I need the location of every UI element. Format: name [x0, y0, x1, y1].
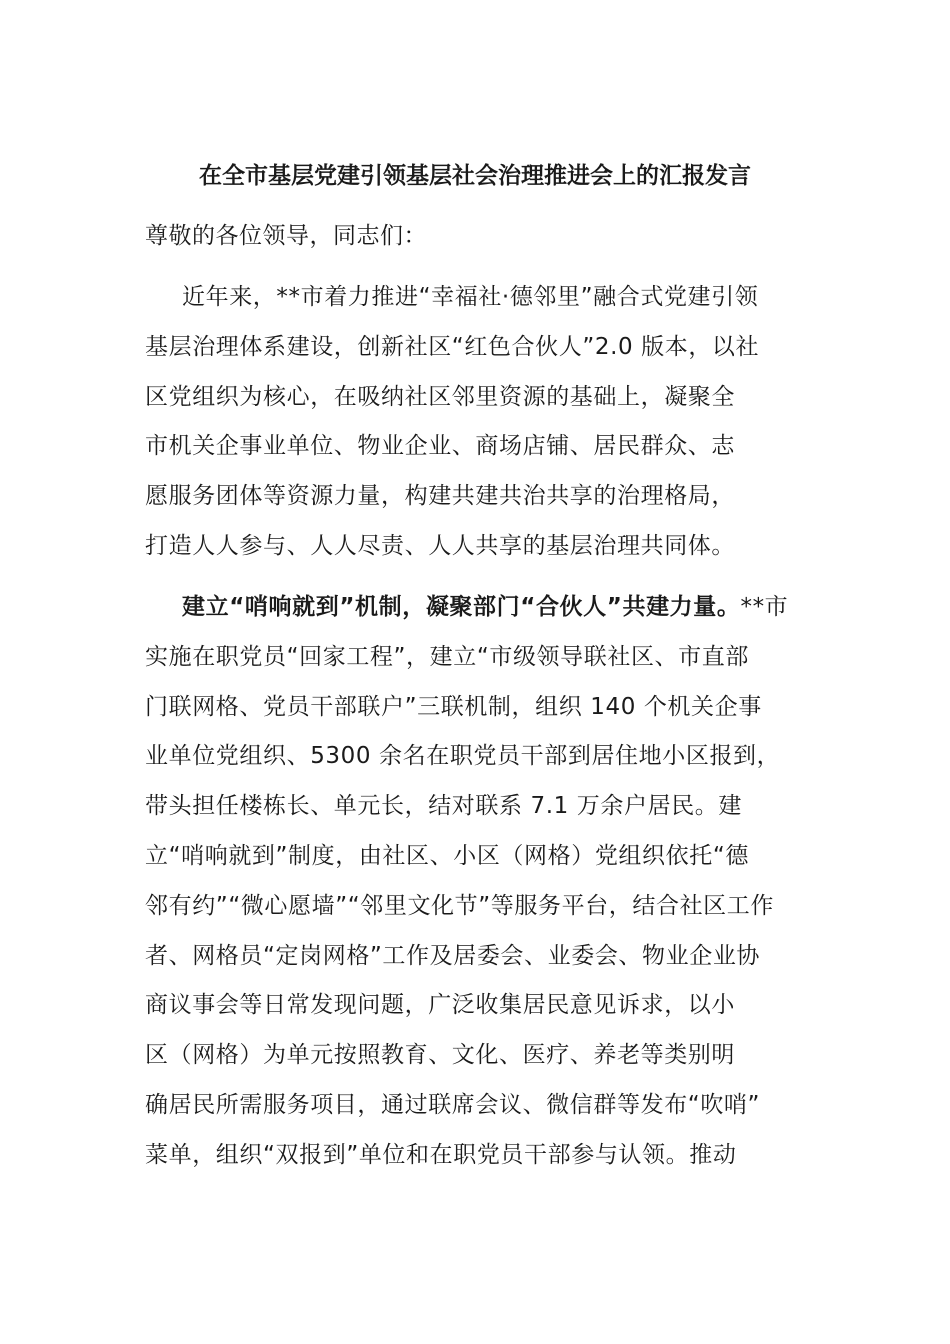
paragraph-line: 区（网格）为单元按照教育、文化、医疗、养老等类别明 — [145, 1042, 735, 1069]
paragraph-line: 业单位党组织、5300 余名在职党员干部到居住地小区报到， — [145, 743, 781, 770]
document-title: 在全市基层党建引领基层社会治理推进会上的汇报发言 — [199, 163, 751, 189]
paragraph-line: 市机关企事业单位、物业企业、商场店铺、居民群众、志 — [145, 433, 735, 460]
paragraph-line: 区党组织为核心，在吸纳社区邻里资源的基础上，凝聚全 — [145, 383, 735, 410]
section-heading: 建立“哨响就到”机制，凝聚部门“合伙人”共建力量。 — [182, 594, 741, 620]
paragraph-line: 基层治理体系建设，创新社区“红色合伙人”2.0 版本，以社 — [145, 333, 760, 360]
salutation: 尊敬的各位领导，同志们： — [145, 223, 427, 249]
paragraph-line: 近年来，**市着力推进“幸福社·德邻里”融合式党建引领 — [182, 284, 759, 310]
paragraph-line: 愿服务团体等资源力量，构建共建共治共享的治理格局， — [145, 483, 735, 510]
paragraph-line: 者、网格员“定岗网格”工作及居委会、业委会、物业企业协 — [145, 942, 761, 969]
paragraph-line: 实施在职党员“回家工程”，建立“市级领导联社区、市直部 — [145, 643, 749, 670]
paragraph-line: 菜单，组织“双报到”单位和在职党员干部参与认领。推动 — [145, 1141, 737, 1168]
paragraph-line: 邻有约”“微心愿墙”“邻里文化节”等服务平台，结合社区工作 — [145, 892, 774, 919]
paragraph-line: 打造人人参与、人人尽责、人人共享的基层治理共同体。 — [145, 532, 735, 559]
paragraph-line: 带头担任楼栋长、单元长，结对联系 7.1 万余户居民。建 — [145, 793, 742, 820]
paragraph-first-line — [145, 583, 845, 633]
paragraph-line: 确居民所需服务项目，通过联席会议、微信群等发布“吹哨” — [145, 1091, 761, 1118]
paragraph-line: 门联网格、党员干部联户”三联机制，组织 140 个机关企事 — [145, 693, 762, 720]
paragraph-line: 商议事会等日常发现问题，广泛收集居民意见诉求，以小 — [145, 992, 735, 1019]
paragraph-line-rest: **市 — [740, 594, 789, 620]
paragraph-mechanism — [145, 583, 845, 1181]
paragraph-intro — [145, 273, 845, 572]
paragraph-line: 立“哨响就到”制度，由社区、小区（网格）党组织依托“德 — [145, 842, 749, 869]
